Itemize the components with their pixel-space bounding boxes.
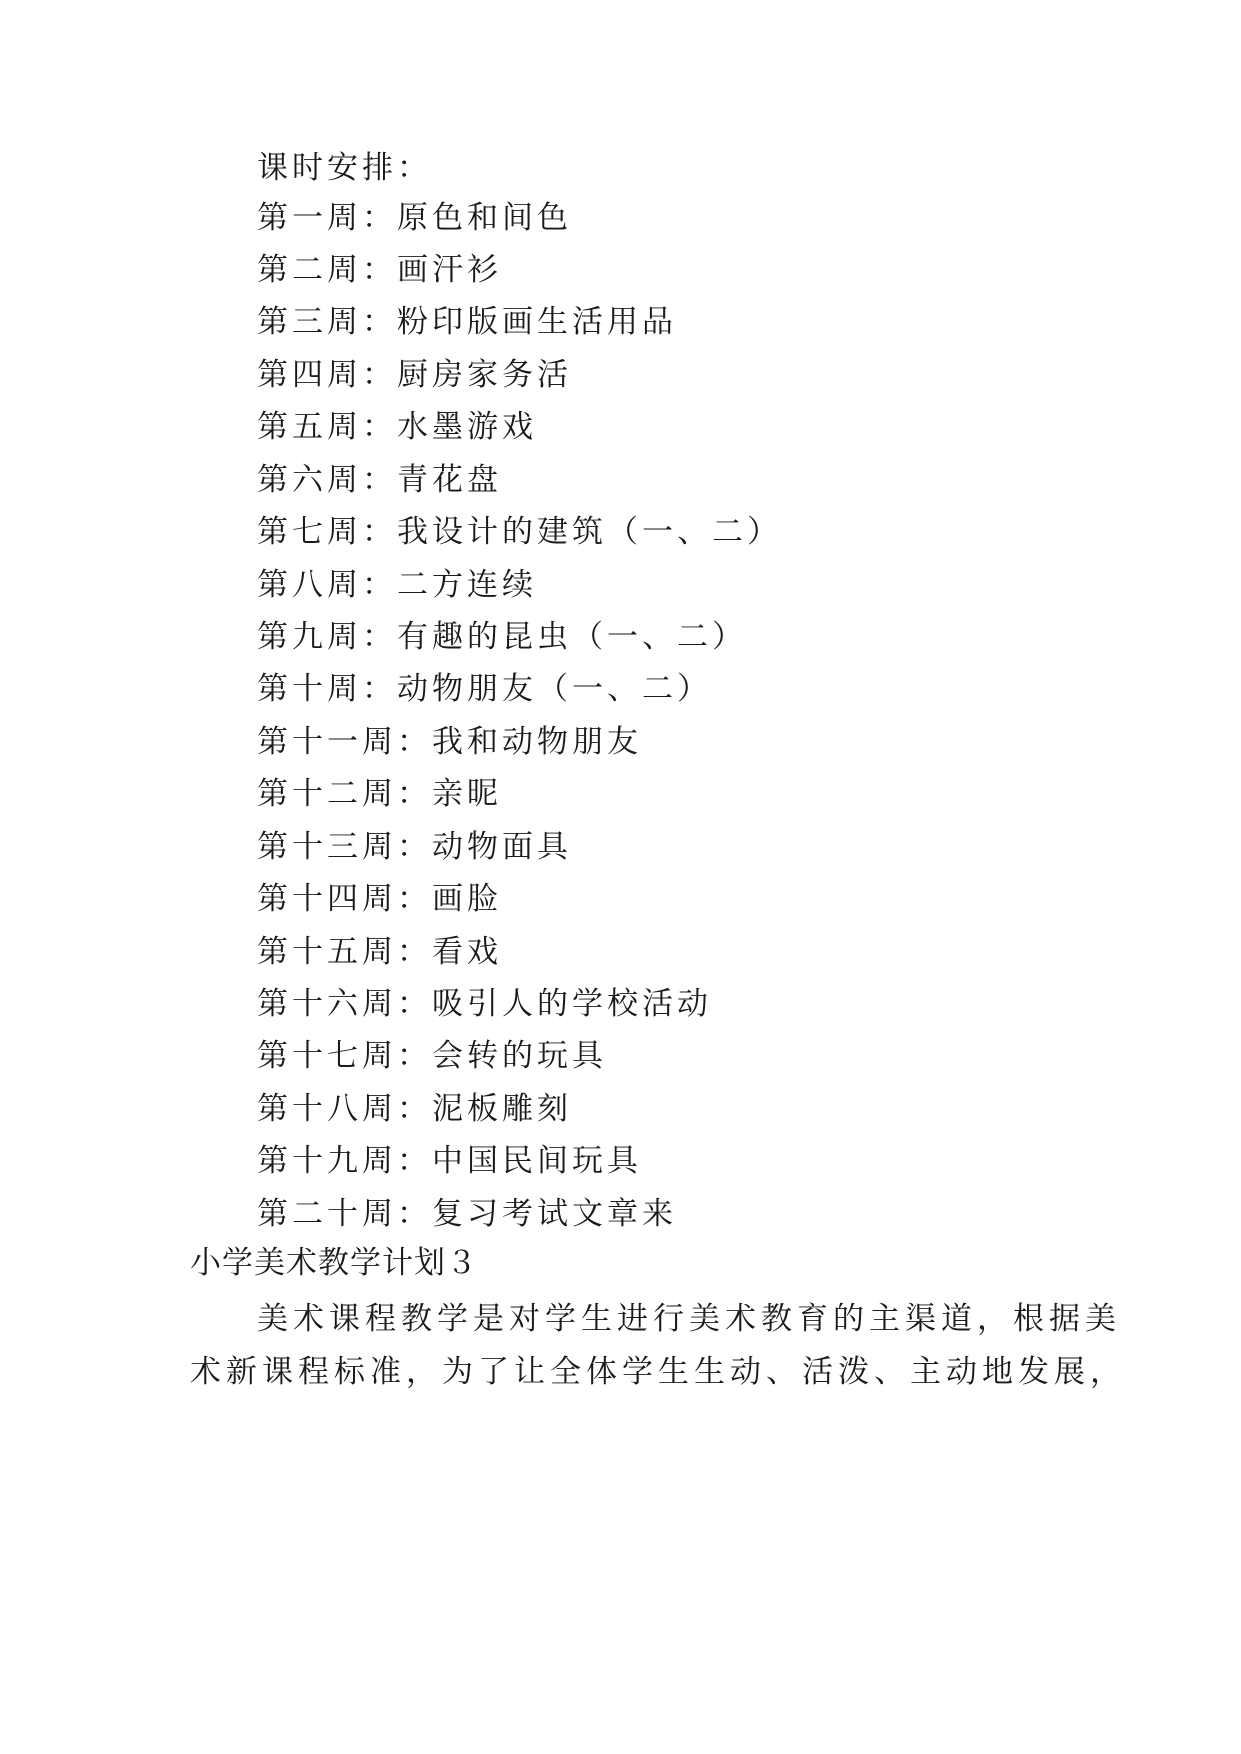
section-title: 小学美术教学计划３ (190, 1245, 478, 1281)
week-item: 第五周：水墨游戏 (257, 409, 537, 445)
week-item: 第十周：动物朋友（一、二） (257, 671, 712, 707)
week-item: 第十五周：看戏 (257, 934, 502, 970)
week-item: 第十七周：会转的玩具 (257, 1038, 607, 1074)
schedule-heading: 课时安排： (257, 150, 432, 186)
week-item: 第十九周：中国民间玩具 (257, 1143, 642, 1179)
week-item: 第六周：青花盘 (257, 462, 502, 498)
week-item: 第十八周：泥板雕刻 (257, 1091, 572, 1127)
week-item: 第十四周：画脸 (257, 881, 502, 917)
week-item: 第十二周：亲昵 (257, 776, 502, 812)
week-item: 第八周：二方连续 (257, 567, 537, 603)
week-item: 第十六周：吸引人的学校活动 (257, 986, 712, 1022)
paragraph-line: 美术课程教学是对学生进行美术教育的主渠道，根据美 (257, 1301, 1121, 1337)
week-item: 第四周：厨房家务活 (257, 357, 572, 393)
week-item: 第七周：我设计的建筑（一、二） (257, 514, 782, 550)
paragraph-line: 术新课程标准，为了让全体学生生动、活泼、主动地发展， (190, 1354, 1126, 1390)
week-item: 第二十周：复习考试文章来 (257, 1196, 677, 1232)
week-item: 第九周：有趣的昆虫（一、二） (257, 619, 747, 655)
week-item: 第十一周：我和动物朋友 (257, 724, 642, 760)
week-item: 第一周：原色和间色 (257, 200, 572, 236)
week-item: 第十三周：动物面具 (257, 829, 572, 865)
week-item: 第二周：画汗衫 (257, 252, 502, 288)
week-item: 第三周：粉印版画生活用品 (257, 304, 677, 340)
